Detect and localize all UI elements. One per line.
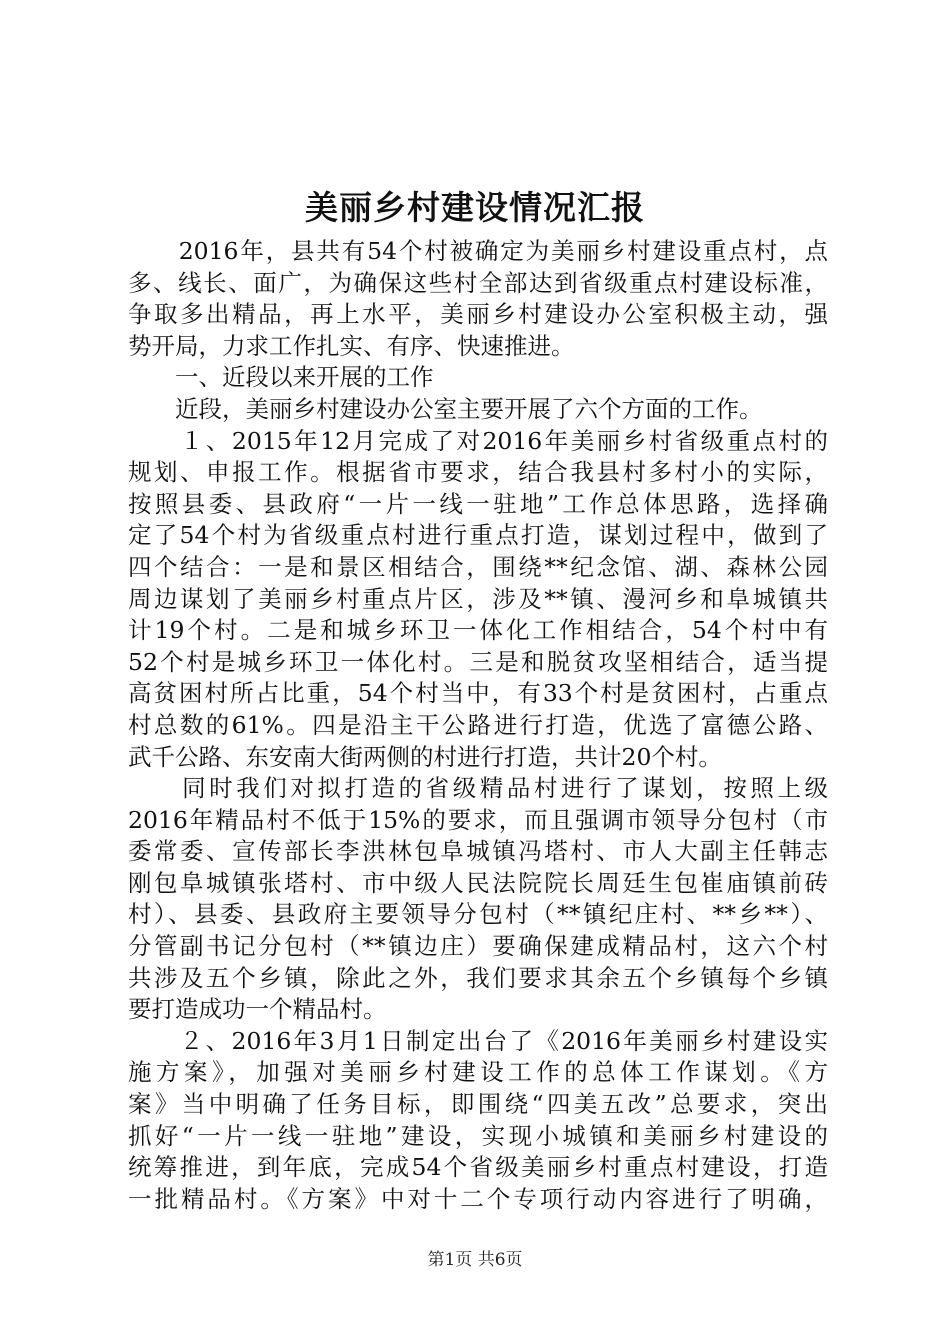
- text-line: 多、线长、面广，为确保这些村全部达到省级重点村建设标准，: [128, 268, 828, 297]
- text-line: 要打造成功一个精品村。: [128, 995, 387, 1024]
- text-line: 2016年精品村不低于15%的要求，而且强调市领导分包村（市: [128, 805, 828, 834]
- text-line: 分管副书记分包村（**镇边庄）要确保建成精品村，这六个村: [128, 932, 828, 961]
- text-line: 村）、县委、县政府主要领导分包村（**镇纪庄村、**乡**）、: [128, 900, 828, 929]
- text-line: 四个结合：一是和景区相结合，围绕**纪念馆、湖、森林公园: [128, 552, 828, 581]
- text-line: 争取多出精品，再上水平，美丽乡村建设办公室积极主动，强: [128, 300, 828, 329]
- text-line: 定了54个村为省级重点村进行重点打造，谋划过程中，做到了: [128, 521, 828, 550]
- text-line: 委常委、宣传部长李洪林包阜城镇冯塔村、市人大副主任韩志: [128, 837, 828, 866]
- text-line: 共涉及五个乡镇，除此之外，我们要求其余五个乡镇每个乡镇: [128, 963, 828, 992]
- text-line: 刚包阜城镇张塔村、市中级人民法院院长周廷生包崔庙镇前砖: [128, 868, 828, 897]
- text-line: 村总数的61%。四是沿主干公路进行打造，优选了富德公路、: [128, 710, 828, 739]
- text-line: 2016年，县共有54个村被确定为美丽乡村建设重点村，点: [128, 237, 828, 265]
- document-body: [128, 236, 828, 1215]
- text-line: 52个村是城乡环卫一体化村。三是和脱贫攻坚相结合，适当提: [128, 647, 828, 676]
- text-line: 施方案》，加强对美丽乡村建设工作的总体工作谋划。《方: [128, 1058, 828, 1087]
- document-title: 美丽乡村建设情况汇报: [305, 188, 645, 227]
- text-line: 案》当中明确了任务目标，即围绕“四美五改”总要求，突出: [128, 1090, 828, 1119]
- text-line: 抓好“一片一线一驻地”建设，实现小城镇和美丽乡村建设的: [128, 1121, 828, 1150]
- page-footer: 第1页 共6页: [427, 1250, 523, 1270]
- text-line: 统筹推进，到年底，完成54个省级美丽乡村重点村建设，打造: [128, 1153, 828, 1182]
- text-line: 同时我们对拟打造的省级精品村进行了谋划，按照上级: [128, 774, 828, 803]
- text-line: 武千公路、东安南大街两侧的村进行打造，共计20个村。: [128, 742, 722, 771]
- text-line: 周边谋划了美丽乡村重点片区，涉及**镇、漫河乡和阜城镇共: [128, 584, 828, 613]
- text-line: １、2015年12月完成了对2016年美丽乡村省级重点村的: [128, 426, 828, 455]
- text-line: 按照县委、县政府“一片一线一驻地”工作总体思路，选择确: [128, 489, 828, 518]
- text-line: ２、2016年3月1日制定出台了《2016年美丽乡村建设实: [128, 1026, 828, 1055]
- text-line: 一批精品村。《方案》中对十二个专项行动内容进行了明确，: [128, 1184, 828, 1213]
- text-line: 规划、申报工作。根据省市要求，结合我县村多村小的实际，: [128, 458, 828, 487]
- text-line: 近段，美丽乡村建设办公室主要开展了六个方面的工作。: [128, 394, 763, 423]
- text-line: 势开局，力求工作扎实、有序、快速推进。: [128, 331, 575, 360]
- text-line: 计19个村。二是和城乡环卫一体化工作相结合，54个村中有: [128, 616, 828, 645]
- text-line: 一、近段以来开展的工作: [128, 363, 434, 392]
- text-line: 高贫困村所占比重，54个村当中，有33个村是贫困村，占重点: [128, 679, 828, 708]
